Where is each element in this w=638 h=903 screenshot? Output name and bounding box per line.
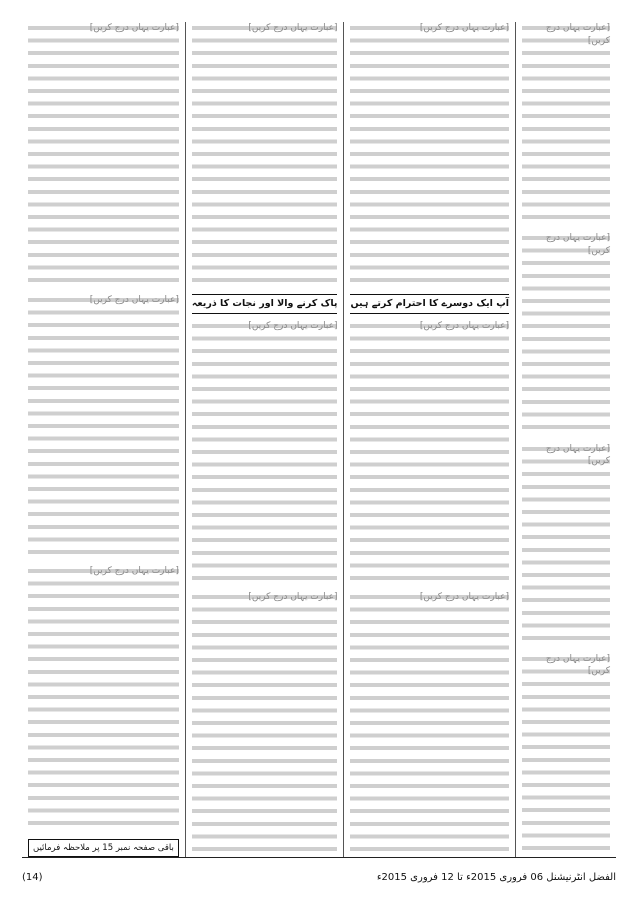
paragraph: [عبارت یہاں درج کریں] xyxy=(522,22,610,226)
page-number: (14) xyxy=(22,871,43,883)
paragraph: [عبارت یہاں درج کریں] xyxy=(192,591,338,857)
article-columns xyxy=(22,22,616,858)
column-1 xyxy=(515,22,616,857)
publication-date-line: الفضل انٹرنیشنل 06 فروری 2015ء تا 12 فروری 2015ء xyxy=(376,871,616,883)
section-heading: پاک کرنے والا اور نجات کا ذریعہ xyxy=(192,294,338,314)
paragraph: [عبارت یہاں درج کریں] xyxy=(28,565,179,831)
continued-on-page-note: باقی صفحہ نمبر 15 پر ملاحظہ فرمائیں xyxy=(28,839,179,857)
paragraph: [عبارت یہاں درج کریں] xyxy=(28,294,179,560)
paragraph: [عبارت یہاں درج کریں] xyxy=(192,320,338,586)
paragraph: [عبارت یہاں درج کریں] xyxy=(522,443,610,647)
column-2 xyxy=(343,22,515,857)
paragraph: [عبارت یہاں درج کریں] xyxy=(350,591,509,857)
paragraph: [عبارت یہاں درج کریں] xyxy=(350,22,509,288)
paragraph: [عبارت یہاں درج کریں] xyxy=(522,653,610,857)
paragraph: [عبارت یہاں درج کریں] xyxy=(350,320,509,586)
paragraph: [عبارت یہاں درج کریں] xyxy=(28,22,179,288)
column-3 xyxy=(185,22,344,857)
column-4 xyxy=(22,22,185,857)
paragraph: [عبارت یہاں درج کریں] xyxy=(522,232,610,436)
page-footer xyxy=(22,867,616,887)
paragraph: [عبارت یہاں درج کریں] xyxy=(192,22,338,288)
section-heading: آپ ایک دوسرے کا احترام کرتے ہیں xyxy=(350,294,509,314)
